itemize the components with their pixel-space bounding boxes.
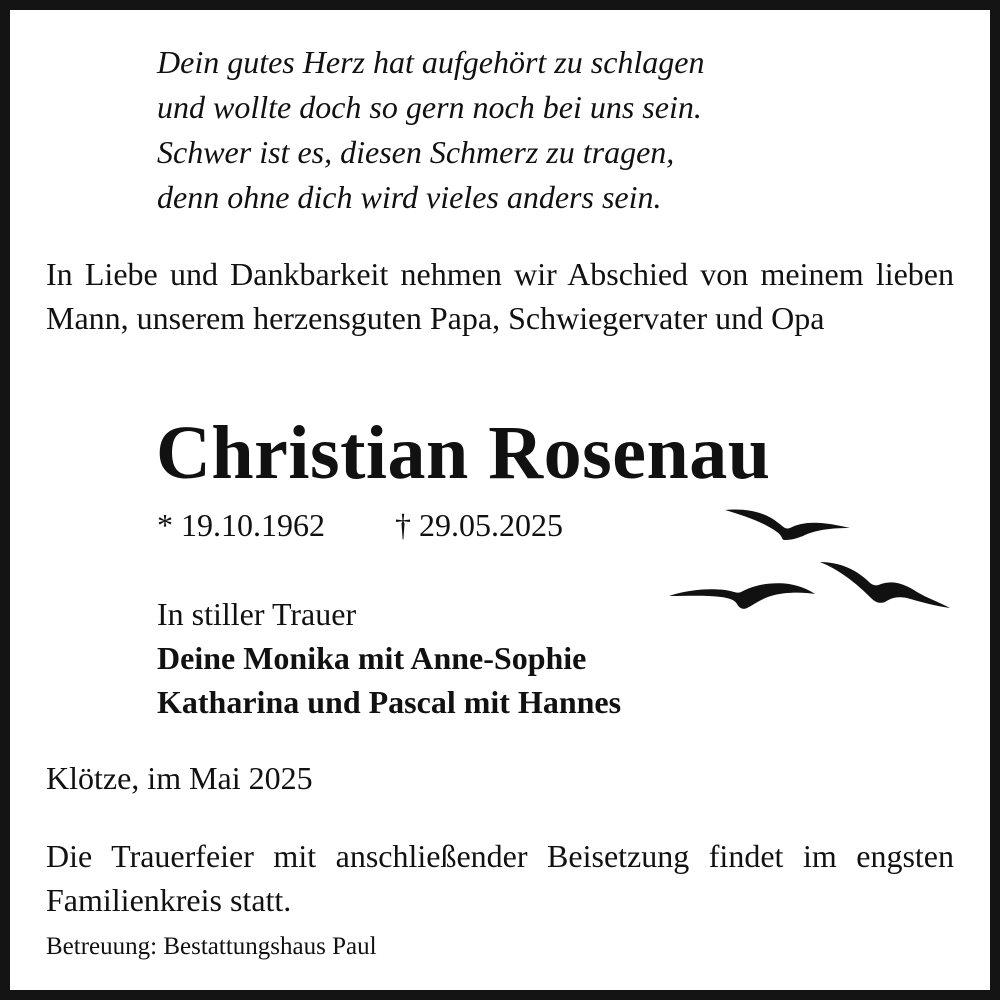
funeral-home-note: Betreuung: Bestattungshaus Paul (46, 933, 377, 960)
mourner-line: Deine Monika mit Anne-Sophie (157, 640, 587, 676)
deceased-name: Christian Rosenau (156, 411, 771, 495)
poem (157, 40, 857, 220)
bird-shape (725, 510, 850, 541)
place-and-date: Klötze, im Mai 2025 (46, 760, 313, 796)
death-date: † 29.05.2025 (395, 507, 563, 543)
poem-line: Schwer ist es, diesen Schmerz zu tragen, (157, 134, 675, 170)
bird-shape (820, 562, 950, 608)
mourners-heading: In stiller Trauer (157, 596, 357, 632)
flying-birds-icon (665, 500, 955, 620)
poem-line: denn ohne dich wird vieles anders sein. (157, 179, 662, 215)
funeral-service-note: Die Trauerfeier mit anschließender Beisetzung findet im engsten Familienkreis statt. (46, 838, 954, 918)
birth-date: * 19.10.1962 (157, 507, 325, 543)
poem-line: und wollte doch so gern noch bei uns sein. (157, 89, 702, 125)
life-dates (157, 503, 563, 547)
farewell-intro: In Liebe und Dankbarkeit nehmen wir Abschied von meinem lieben Mann, unserem herzensguten Papa, Schwiegervater und Opa (46, 256, 954, 336)
mourner-line: Katharina und Pascal mit Hannes (157, 684, 622, 720)
poem-line: Dein gutes Herz hat aufgehört zu schlagen (157, 44, 705, 80)
mourners-block (157, 592, 621, 724)
bird-shape (669, 583, 815, 609)
